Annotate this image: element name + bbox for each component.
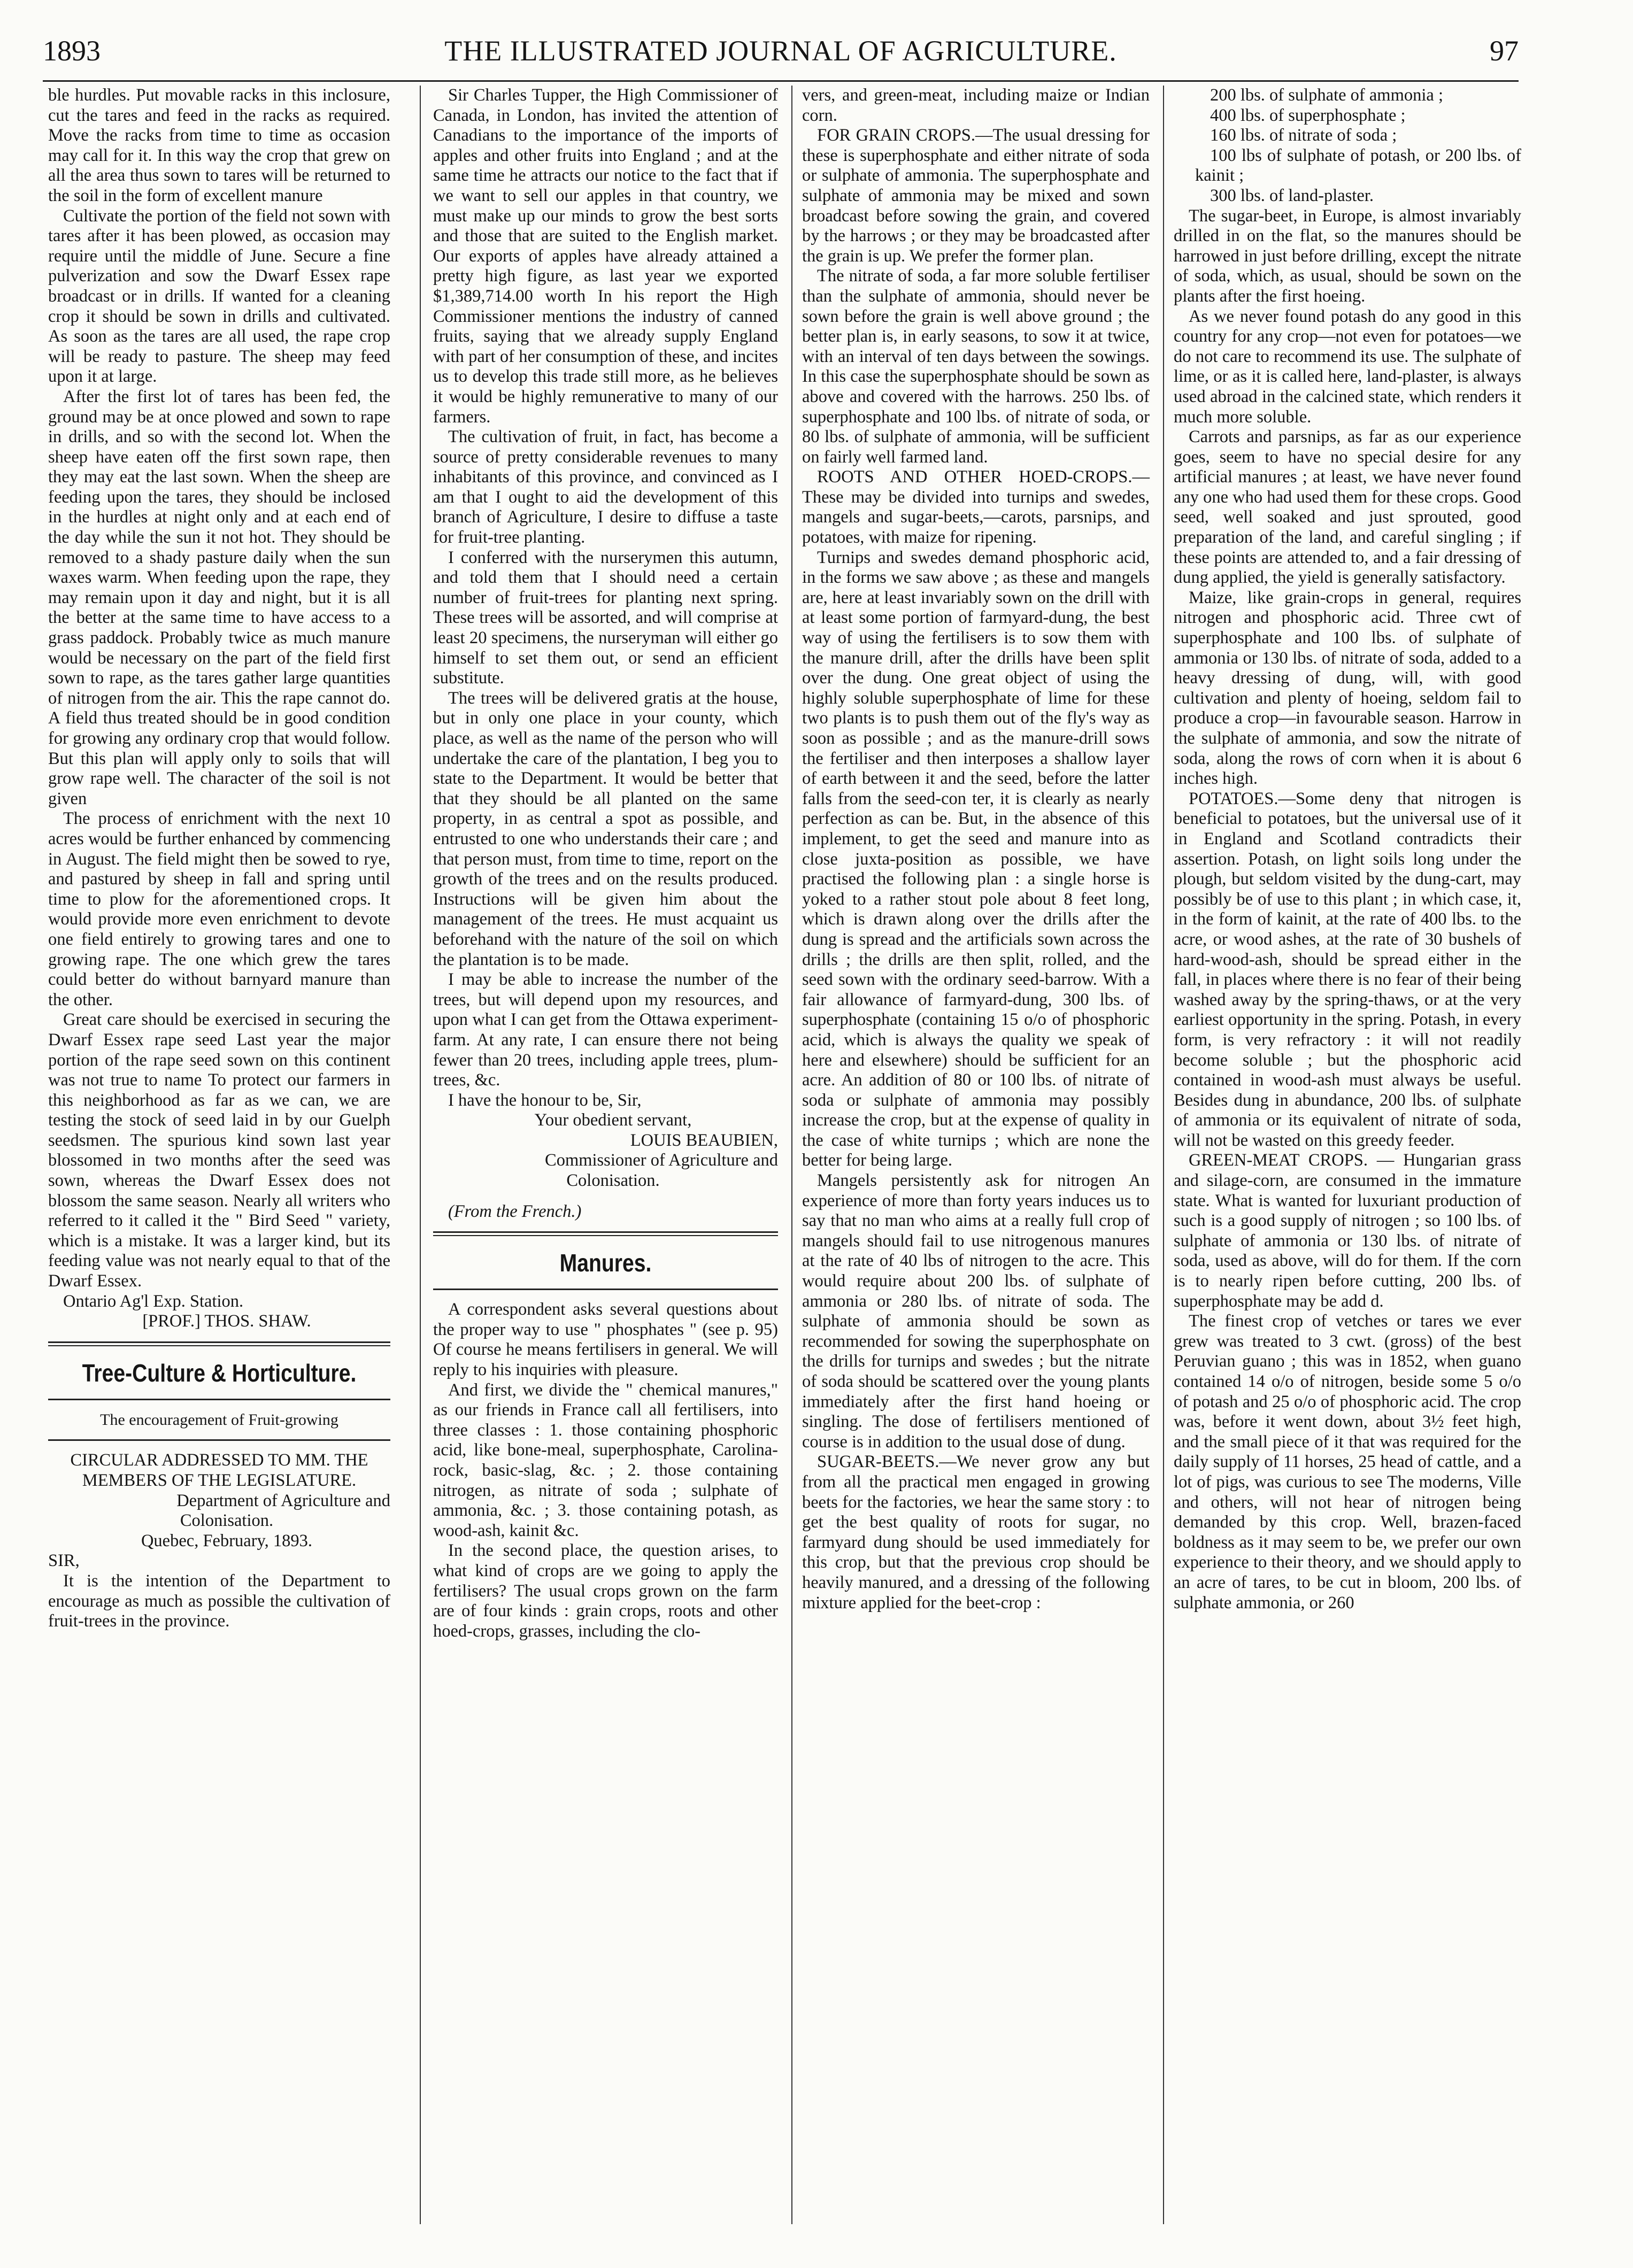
paragraph: ROOTS AND OTHER HOED-CROPS.—These may be divided into turnips and swedes, mangels and sugar-beets,—carots, parsnips, and potatoes, with maize for ripening. [802,467,1150,547]
section-rule [48,1341,390,1346]
paragraph: Great care should be exercised in securing the Dwarf Essex rape seed Last year the major portion of the rape seed sown on this continent was not true to name To protect our farmers in this neighborhood as far as we can, we are testing the stock of seed laid in by our Guelph seedsmen. The spurious kind sown last year blossomed in two months after the seed was sown, whereas the Dwarf Essex does not blossom the same season. Nearly all writers who referred to it called it the " Bird Seed " variety, which is a mistake. It was a larger kind, but its feeding value was not nearly equal to that of the Dwarf Essex. [48,1010,390,1291]
paragraph: The sugar-beet, in Europe, is almost invariably drilled in on the flat, so the manures should be harrowed in just before drilling, except the nitrate of soda, which, as usual, should be sown on the plants after the first hoeing. [1174,206,1521,306]
dept-line: Colonisation. [180,1511,274,1531]
header-page-number: 97 [1490,35,1519,67]
signer: LOUIS BEAUBIEN, [630,1130,778,1150]
paragraph: ble hurdles. Put movable racks in this inclosure, cut the tares and feed in the racks as required. Move the racks from time to time as occasion may call for it. In this way the crop that grew on all the area thus sown to tares will be returned to the soil in the form of excellent manure [48,86,390,205]
paragraph: It is the intention of the Department to encourage as much as possible the cultivation of fruit-trees in the province. [48,1571,390,1631]
header-rule [43,80,1519,82]
paragraph: Maize, like grain-crops in general, requires nitrogen and phosphoric acid. Three cwt of superphosphate and 100 lbs. of sulphate of ammonia or 130 lbs. of nitrate of soda, added to a heavy dressing of dung, will, with good cultivation and plenty of hoeing, seldom fail to produce a crop—in favourable season. Harrow in the sulphate of ammonia, and sow the nitrate of soda, along the rows of corn when it is about 6 inches high. [1174,588,1521,789]
column-1 [48,86,390,1632]
section-title: Manures. [559,1249,652,1277]
list-item: 300 lbs. of land-plaster. [1210,186,1374,205]
signer-title: Colonisation. [566,1171,660,1191]
paragraph: And first, we divide the " chemical manures," as our friends in France call all fertilisers, into three classes : 1. those containing phosphoric acid, like bone-meal, superphosphate, Carolina-rock, basic-slag, &c. ; 2. those containing nitrogen, as nitrate of soda ; sulphate of ammonia, &c. ; 3. those containing potash, as wood-ash, kainit &c. [433,1380,778,1540]
paragraph: The trees will be delivered gratis at the house, but in only one place in your county, which place, as well as the name of the person who will undertake the care of the plantation, I beg you to state to the Department. It would be better that that they should be all planted on the same property, in as central a spot as possible, and entrusted to one who understands their care ; and that person must, from time to time, report on the growth of the trees and on the results produced. Instructions will be given him about the management of the trees. He must acquaint us beforehand with the nature of the soil on which the plantation is to be made. [433,688,778,969]
paragraph: vers, and green-meat, including maize or Indian corn. [802,86,1150,125]
station-line: Ontario Ag'l Exp. Station. [63,1291,244,1311]
paragraph: GREEN-MEAT CROPS. — Hungarian grass and silage-corn, are consumed in the immature state. What is wanted for luxuriant production of such is a good supply of nitrogen ; so 100 lbs. of sulphate of ammonia or 130 lbs. of nitrate of soda, used as above, will do for them. If the corn is to nearly ripen before cutting, 200 lbs. of superphosphate may be add d. [1174,1151,1521,1311]
source-note: (From the French.) [448,1201,582,1221]
paragraph: FOR GRAIN CROPS.—The usual dressing for these is superphosphate and either nitrate of soda or sulphate of ammonia. The superphosphate and sulphate of ammonia may be mixed and sown broadcast before sowing the grain, and covered by the harrows ; or they may be broadcasted after the grain is up. We prefer the former plan. [802,126,1150,266]
signature: [PROF.] THOS. SHAW. [142,1312,311,1331]
paragraph: In the second place, the question arises, to what kind of crops are we going to apply the fertilisers? The usual crops grown on the farm are of four kinds : grain crops, roots and other hoed-crops, grasses, including the clo- [433,1541,778,1641]
paragraph: Mangels persistently ask for nitrogen An experience of more than forty years induces us to say that no man who aims at a really full crop of mangels should fail to use nitrogenous manures at the rate of 40 lbs of nitrogen to the acre. This would require about 200 lbs. of sulphate of ammonia or 280 lbs. of nitrate of soda. The sulphate of ammonia should be sown as recommended for sowing the superphosphate on the drills for turnips and swedes ; but the nitrate of soda should be scattered over the young plants immediately after the first hand hoeing or singling. The dose of fertilisers mentioned of course is in addition to the usual dose of dung. [802,1171,1150,1452]
column-2 [433,86,778,1641]
page-header [43,32,1519,70]
paragraph: I conferred with the nurserymen this autumn, and told them that I should need a certain number of fruit-trees for planting next spring. These trees will be assorted, and will comprise at least 20 specimens, the nurseryman will either go himself to set them out, or send an efficient substitute. [433,547,778,688]
section-rule [433,1231,778,1236]
paragraph: Carrots and parsnips, as far as our experience goes, seem to have no special desire for any artificial manures ; at least, we have never found any one who had used them for these crops. Good seed, well soaked and just sprouted, good preparation of the land, and careful singling ; if these points are attended to, and a fair dressing of dung applied, the yield is generally satisfactory. [1174,427,1521,588]
column-divider [1163,86,1164,2224]
header-title: THE ILLUSTRATED JOURNAL OF AGRICULTURE. [444,35,1117,67]
paragraph: Sir Charles Tupper, the High Commissioner of Canada, in London, has invited the attention of Canadians to the importance of the imports of apples and other fruits into England ; and at the same time he attracts our notice to the fact that if we want to sell our apples in that country, we must make up our minds to grow the best sorts and those that are suited to the English market. Our exports of apples have already attained a pretty high figure, as last year we exported $1,389,714.00 worth In his report the High Commissioner mentions the industry of canned fruits, saying that we already supply England with part of her consumption of these, and incites us to develop this trade still more, as he believes it would be highly remunerative to many of our farmers. [433,86,778,427]
closing: Your obedient servant, [534,1110,692,1130]
column-divider [791,86,792,2224]
section-rule [48,1439,390,1441]
signer-title: Commissioner of Agriculture and [545,1151,778,1170]
section-title: Tree-Culture & Horticulture. [82,1359,357,1387]
paragraph: I may be able to increase the number of the trees, but will depend upon my resources, and upon what I can get from the Ottawa experiment-farm. At any rate, I can ensure there not being fewer than 20 trees, including apple trees, plum-trees, &c. [433,970,778,1090]
paragraph: Cultivate the portion of the field not sown with tares after it has been plowed, as occasion may require until the middle of June. Secure a fine pulverization and sow the Dwarf Essex rape broadcast or in drills. If wanted for a cleaning crop it should be sown in drills and cultivated. As soon as the tares are all used, the rape crop will be ready to pasture. The sheep may feed upon it at large. [48,206,390,387]
dept-line: Department of Agriculture and [176,1491,390,1510]
article-subtitle: The encouragement of Fruit-growing [100,1410,338,1429]
paragraph: After the first lot of tares has been fed, the ground may be at once plowed and sown to rape in drills, and so with the second lot. When the sheep have eaten off the first sown rape, then they may eat the last sown. When the sheep are feeding upon the tares, they should be inclosed in the hurdles at night only and at each end of the day while the sun it not hot. They should be removed to a shady pasture daily when the sun waxes warm. When feeding upon the rape, they may remain upon it day and night, but it is all the better at the same time to have access to a grass paddock. Probably twice as much manure would be necessary on the part of the field first sown to rape, as the tares gather large quantities of nitrogen from the air. This the rape cannot do. A field thus treated should be in good condition for growing any ordinary crop that would follow. But this plan will apply only to soils that will grow rape well. The character of the soil is not given [48,387,390,808]
closing: I have the honour to be, Sir, [448,1090,642,1110]
column-divider [420,86,421,2224]
list-item: 400 lbs. of superphosphate ; [1210,105,1406,125]
paragraph: The finest crop of vetches or tares we ever grew was treated to 3 cwt. (gross) of the best Peruvian guano ; this was in 1852, when guano contained 14 o/o of nitrogen, beside some 5 o/o of potash and 25 o/o of phosphoric acid. The crop was, before it went down, about 3½ feet high, and the small piece of it that was required for the daily supply of 11 horses, 25 head of cattle, and a lot of pigs, was curious to see The moderns, Ville and others, will not hear of nitrogen being demanded by this crop. Well, brazen-faced boldness as it may seem to be, we prefer our own experience to their theory, and we should apply to an acre of tares, to be cut in bloom, 200 lbs. of sulphate ammonia, or 260 [1174,1312,1521,1613]
column-4 [1174,86,1521,1613]
paragraph: POTATOES.—Some deny that nitrogen is beneficial to potatoes, but the universal use of it in England and Scotland contradicts their assertion. Potash, on light soils long under the plough, but seldom visited by the dung-cart, may possibly be of use to this plant ; in which case, it, in the form of kainit, at the rate of 400 lbs. to the acre, or wood ashes, at the rate of 30 bushels of hard-wood-ash, should be spread either in the fall, in places where there is no fear of their being washed away by the spring-thaws, or at the very earliest opportunity in the spring. Potash, in every form, is very refractory : it will not readily become soluble ; but the phosphoric acid contained in wood-ash must always be useful. Besides dung in abundance, 200 lbs. of sulphate of ammonia or its equivalent of nitrate of soda, will not be wasted on this greedy feeder. [1174,789,1521,1150]
paragraph: As we never found potash do any good in this country for any crop—not even for potatoes—we do not care to recommend its use. The sulphate of lime, or as it is called here, land-plaster, is always used abroad in the calcined state, which renders it much more soluble. [1174,306,1521,427]
header-year: 1893 [43,35,101,67]
date-line: Quebec, February, 1893. [141,1531,313,1550]
list-item: 100 lbs of sulphate of potash, or 200 lbs. of kainit ; [1195,145,1521,186]
paragraph: Turnips and swedes demand phosphoric acid, in the forms we saw above ; as these and mangels are, here at least invariably sown on the drill with at least some portion of farmyard-dung, the best way of using the fertilisers is to sow them with the manure drill, after the drills have been split over the dung. One great object of using the highly soluble superphosphate of lime for these two plants is to push them out of the fly's way as soon as possible ; and as the manure-drill sows the fertiliser and then interposes a shallow layer of earth between it and the seed, before the latter falls from the seed-con ter, it is clearly as nearly perfection as can be. But, in the absence of this implement, to get the seed and manure into as close juxta-position as possible, we have practised the following plan : a single horse is yoked to a rather stout pole about 8 feet long, which is drawn along over the drills after the dung is spread and the artificials sown across the drills ; the drills are then split, rolled, and the seed sown with the ordinary seed-barrow. With a fair allowance of farmyard-dung, 300 lbs. of superphosphate (containing 15 o/o of phosphoric acid, which is always the quality we speak of here and elsewhere) should be sufficient for an acre. An addition of 80 or 100 lbs. of nitrate of soda or sulphate of ammonia may possibly increase the crop, but at the expense of quality in the case of white turnips ; which are none the better for being large. [802,547,1150,1170]
list-item: 160 lbs. of nitrate of soda ; [1210,126,1397,145]
paragraph: A correspondent asks several questions about the proper way to use " phosphates " (see p. 95) Of course he means fertilisers in general. We will reply to his inquiries with pleasure. [433,1300,778,1380]
section-rule [48,1399,390,1400]
column-3 [802,86,1150,1613]
paragraph: The process of enrichment with the next 10 acres would be further enhanced by commencing in August. The field might then be sowed to rye, and pastured by sheep in fall and spring until time to plow for the aforementioned crops. It would provide more even enrichment to devote one field entirely to growing tares and one to growing rape. The one which grew the tares could better do without barnyard manure than the other. [48,809,390,1009]
paragraph: The nitrate of soda, a far more soluble fertiliser than the sulphate of ammonia, should never be sown before the grain is well above ground ; the better plan is, in early seasons, to sow it at twice, with an interval of ten days between the sowings. In this case the superphosphate should be sown as above and covered with the harrows. 250 lbs. of superphosphate and 100 lbs. of nitrate of soda, or 80 lbs. of sulphate of ammonia, will be sufficient on fairly well farmed land. [802,266,1150,467]
list-item: 200 lbs. of sulphate of ammonia ; [1210,86,1443,105]
circular-heading: MEMBERS OF THE LEGISLATURE. [82,1471,357,1490]
paragraph: SUGAR-BEETS.—We never grow any but from all the practical men engaged in growing beets for the factories, we hear the same story : to get the best quality of roots for sugar, no farmyard dung should be used immediately for this crop, but that the previous crop should be heavily manured, and a dressing of the following mixture applied for the beet-crop : [802,1452,1150,1613]
section-rule [433,1289,778,1290]
salutation: SIR, [48,1551,80,1571]
paragraph: The cultivation of fruit, in fact, has become a source of pretty considerable revenues to many inhabitants of this province, and convinced as I am that I ought to aid the development of this branch of Agriculture, I desire to diffuse a taste for fruit-tree planting. [433,427,778,547]
circular-heading: CIRCULAR ADDRESSED TO MM. THE [70,1451,368,1470]
